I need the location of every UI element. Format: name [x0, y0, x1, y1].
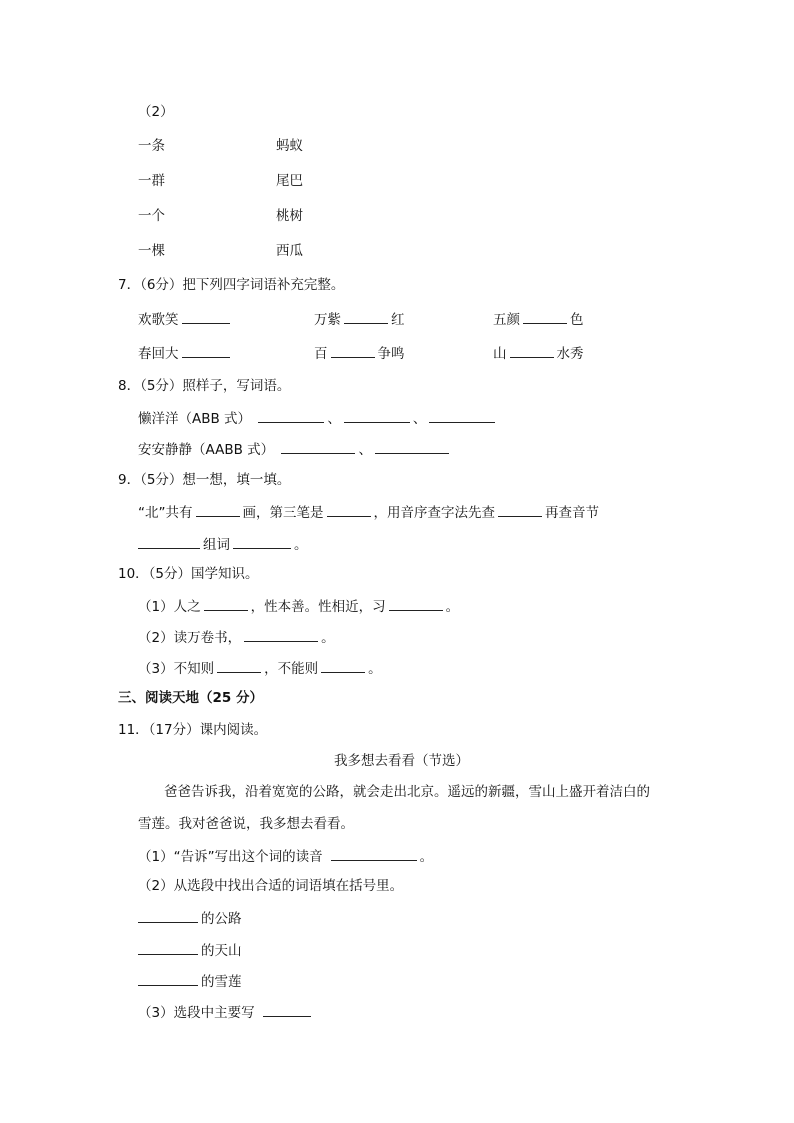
word-part: 色: [570, 312, 584, 328]
word-part: 红: [391, 312, 405, 328]
question-11-title: 11．（17分）课内阅读。: [118, 722, 268, 738]
fill-blank[interactable]: [321, 658, 365, 673]
fill-blank[interactable]: [244, 627, 318, 642]
text: ，不能则: [264, 661, 319, 677]
q8-line2: [138, 439, 452, 459]
measure-word: 一群: [138, 173, 165, 189]
text: （3）选段中主要写: [138, 1005, 255, 1021]
word-part: 欢歌笑: [138, 312, 179, 328]
fill-blank[interactable]: [510, 343, 554, 358]
q11-fill-row: [138, 908, 242, 928]
q8-line1: [138, 408, 498, 428]
measure-word: 一个: [138, 208, 165, 224]
q7-row2-item-c: [493, 343, 584, 363]
q6-part2-label: （2）: [138, 104, 174, 120]
text: （3）不知则: [138, 661, 215, 677]
word-part: 万紫: [314, 312, 341, 328]
fill-blank[interactable]: [138, 971, 198, 986]
fill-blank[interactable]: [344, 309, 388, 324]
text: 的雪莲: [201, 974, 242, 990]
q10-sub3: [138, 658, 382, 678]
fill-blank[interactable]: [389, 596, 443, 611]
q7-row2-item-a: [138, 343, 233, 363]
text: 组词: [203, 537, 230, 553]
word-part: 争鸣: [377, 346, 405, 362]
fill-blank[interactable]: [523, 309, 567, 324]
q11-sub2: （2）从选段中找出合适的词语填在括号里。: [138, 878, 404, 894]
q11-fill-row: [138, 940, 242, 960]
passage-text-line: 爸爸告诉我，沿着宽宽的公路，就会走出北京。遥远的新疆，雪山上盛开着洁白的: [164, 784, 650, 800]
fill-blank[interactable]: [327, 502, 371, 517]
q7-row1-item-b: [314, 309, 405, 329]
text: 。: [419, 849, 434, 865]
text: “北”共有: [138, 505, 193, 521]
word-part: 山: [493, 346, 507, 362]
text: 。: [321, 630, 335, 646]
section-3-heading: 三、阅读天地（25 分）: [118, 690, 263, 706]
fill-blank[interactable]: [331, 343, 375, 358]
question-10-title: 10．（5分）国学知识。: [118, 566, 259, 582]
noun-word: 桃树: [276, 208, 303, 224]
fill-blank[interactable]: [429, 408, 495, 423]
fill-blank[interactable]: [182, 343, 230, 358]
fill-blank[interactable]: [258, 408, 324, 423]
fill-blank[interactable]: [344, 408, 410, 423]
passage-title: 我多想去看看（节选）: [334, 753, 469, 769]
measure-word: 一条: [138, 138, 165, 154]
fill-blank[interactable]: [138, 908, 198, 923]
fill-blank[interactable]: [196, 502, 240, 517]
fill-blank[interactable]: [217, 658, 261, 673]
text: （1）“告诉”写出这个词的读音: [138, 849, 323, 865]
text: 。: [368, 661, 382, 677]
text: 。: [294, 537, 308, 553]
text: ，性本善。性相近，习: [250, 599, 386, 615]
fill-blank[interactable]: [182, 309, 230, 324]
text: （2）读万卷书，: [138, 630, 242, 646]
word-part: 春回大: [138, 346, 179, 362]
fill-blank[interactable]: [233, 534, 291, 549]
fill-blank[interactable]: [281, 439, 355, 454]
fill-blank[interactable]: [138, 940, 198, 955]
fill-blank[interactable]: [498, 502, 542, 517]
fill-blank[interactable]: [138, 534, 200, 549]
q9-line1: [138, 502, 599, 522]
fill-blank[interactable]: [375, 439, 449, 454]
text: ，用音序查字法先查: [373, 505, 495, 521]
q10-sub1: [138, 596, 459, 616]
question-9-title: 9．（5分）想一想，填一填。: [118, 472, 291, 488]
pattern-label: 懒洋洋（ABB 式）: [138, 411, 252, 427]
q11-fill-row: [138, 971, 242, 991]
q7-row1-item-a: [138, 309, 233, 329]
q11-sub3: [138, 1002, 314, 1022]
text: 的公路: [201, 911, 242, 927]
fill-blank[interactable]: [331, 846, 417, 861]
separator: 、: [327, 411, 341, 427]
word-part: 水秀: [556, 346, 584, 362]
word-part: 百: [314, 346, 328, 362]
measure-word: 一棵: [138, 243, 165, 259]
question-8-title: 8．（5分）照样子，写词语。: [118, 378, 291, 394]
noun-word: 尾巴: [276, 173, 303, 189]
question-7-title: 7．（6分）把下列四字词语补充完整。: [118, 277, 345, 293]
text: 。: [445, 599, 460, 615]
pattern-label: 安安静静（AABB 式）: [138, 442, 275, 458]
word-part: 五颜: [493, 312, 520, 328]
text: 画，第三笔是: [242, 505, 324, 521]
noun-word: 西瓜: [276, 243, 303, 259]
separator: 、: [412, 411, 427, 427]
q7-row2-item-b: [314, 343, 405, 363]
noun-word: 蚂蚁: [276, 138, 303, 154]
separator: 、: [358, 442, 372, 458]
q10-sub2: [138, 627, 335, 647]
q7-row1-item-c: [493, 309, 584, 329]
fill-blank[interactable]: [204, 596, 248, 611]
fill-blank[interactable]: [263, 1002, 311, 1017]
passage-text-line: 雪莲。我对爸爸说，我多想去看看。: [138, 816, 354, 832]
text: （1）人之: [138, 599, 201, 615]
text: 的天山: [201, 943, 242, 959]
q9-line2: [138, 534, 308, 554]
text: 再查音节: [545, 505, 599, 521]
q11-sub1: [138, 846, 433, 866]
